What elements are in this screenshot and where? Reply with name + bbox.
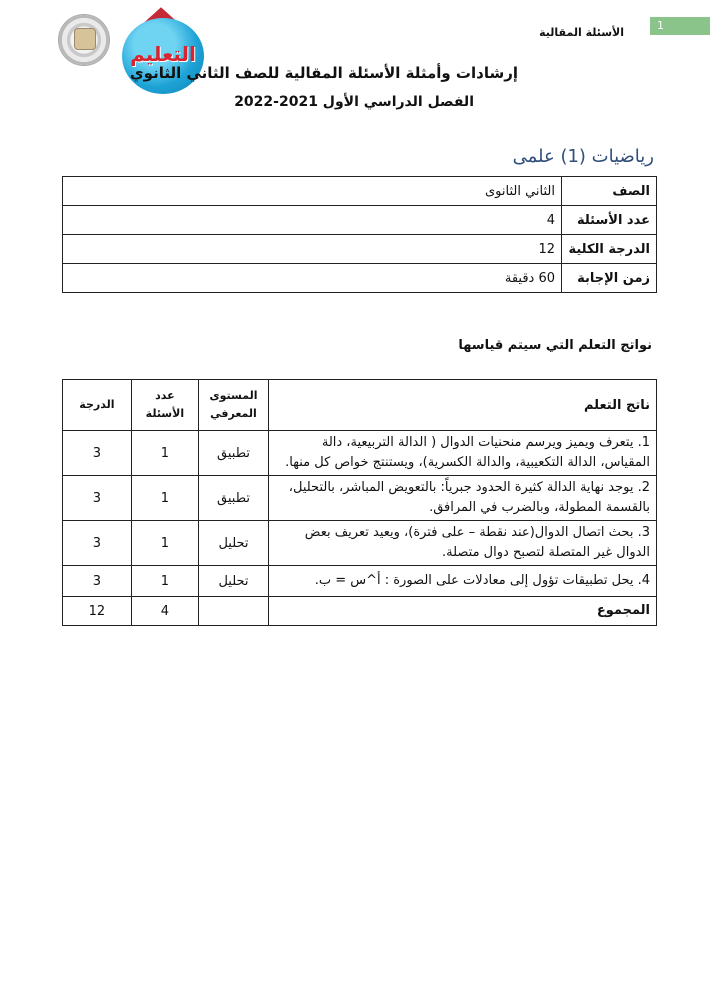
outcome-level: تطبيق bbox=[199, 476, 269, 521]
table-row bbox=[63, 521, 657, 566]
info-row bbox=[63, 235, 657, 264]
outcome-count: 1 bbox=[131, 566, 198, 597]
page-number-badge: 1 bbox=[650, 17, 710, 35]
outcome-degree: 3 bbox=[63, 476, 132, 521]
info-row bbox=[63, 206, 657, 235]
total-degree: 12 bbox=[63, 597, 132, 626]
header-count: عدد الأسئلة bbox=[131, 380, 198, 431]
total-label: المجموع bbox=[269, 597, 657, 626]
subject-heading: رياضيات (1) علمى bbox=[512, 146, 654, 167]
learning-outcomes-table bbox=[62, 379, 657, 626]
total-row bbox=[63, 597, 657, 626]
outcome-count: 1 bbox=[131, 476, 198, 521]
header-label: الأسئلة المقالية bbox=[539, 26, 624, 39]
info-row bbox=[63, 264, 657, 293]
table-row bbox=[63, 431, 657, 476]
table-row bbox=[63, 566, 657, 597]
header-level: المستوى المعرفي bbox=[199, 380, 269, 431]
outcome-count: 1 bbox=[131, 521, 198, 566]
info-value: الثاني الثانوى bbox=[63, 177, 562, 206]
table-row bbox=[63, 476, 657, 521]
info-label: عدد الأسئلة bbox=[562, 206, 657, 235]
outcome-degree: 3 bbox=[63, 521, 132, 566]
logo-text: التعليم bbox=[130, 42, 196, 66]
outcome-count: 1 bbox=[131, 431, 198, 476]
header-degree: الدرجة bbox=[63, 380, 132, 431]
outcome-level: تحليل bbox=[199, 566, 269, 597]
ministry-seal-logo bbox=[58, 14, 110, 66]
outcome-degree: 3 bbox=[63, 566, 132, 597]
outcome-level: تطبيق bbox=[199, 431, 269, 476]
exam-info-table bbox=[62, 176, 657, 293]
outcome-level: تحليل bbox=[199, 521, 269, 566]
info-label: الدرجة الكلية bbox=[562, 235, 657, 264]
info-value: 60 دقيقة bbox=[63, 264, 562, 293]
info-value: 12 bbox=[63, 235, 562, 264]
outcome-text: 3. بحث اتصال الدوال(عند نقطة – على فترة)، ويعيد تعريف بعض الدوال غير المتصلة لتصبح دوال متصلة. bbox=[269, 521, 657, 566]
outcome-text: 4. يحل تطبيقات تؤول إلى معادلات على الصورة : أ^س = ب. bbox=[269, 566, 657, 597]
header-outcome: ناتج التعلم bbox=[269, 380, 657, 431]
info-row bbox=[63, 177, 657, 206]
info-label: الصف bbox=[562, 177, 657, 206]
total-level-empty bbox=[199, 597, 269, 626]
total-count: 4 bbox=[131, 597, 198, 626]
info-label: زمن الإجابة bbox=[562, 264, 657, 293]
section-title: نواتج التعلم التي سيتم قياسها bbox=[458, 338, 652, 353]
semester-title: الفصل الدراسي الأول 2021-2022 bbox=[234, 94, 474, 110]
outcomes-header-row bbox=[63, 380, 657, 431]
outcome-text: 1. يتعرف ويميز ويرسم منحنيات الدوال ( الدالة التربيعية، دالة المقياس، الدالة التكعيبية، والدالة الكسرية)، ويستنتج خواص كل منها. bbox=[269, 431, 657, 476]
document-title: إرشادات وأمثلة الأسئلة المقالية للصف الثاني الثانوي bbox=[129, 64, 518, 82]
outcome-text: 2. يوجد نهاية الدالة كثيرة الحدود جبرياً: بالتعويض المباشر، بالتحليل، بالقسمة المطولة، وبالضرب في المرافق. bbox=[269, 476, 657, 521]
outcome-degree: 3 bbox=[63, 431, 132, 476]
info-value: 4 bbox=[63, 206, 562, 235]
